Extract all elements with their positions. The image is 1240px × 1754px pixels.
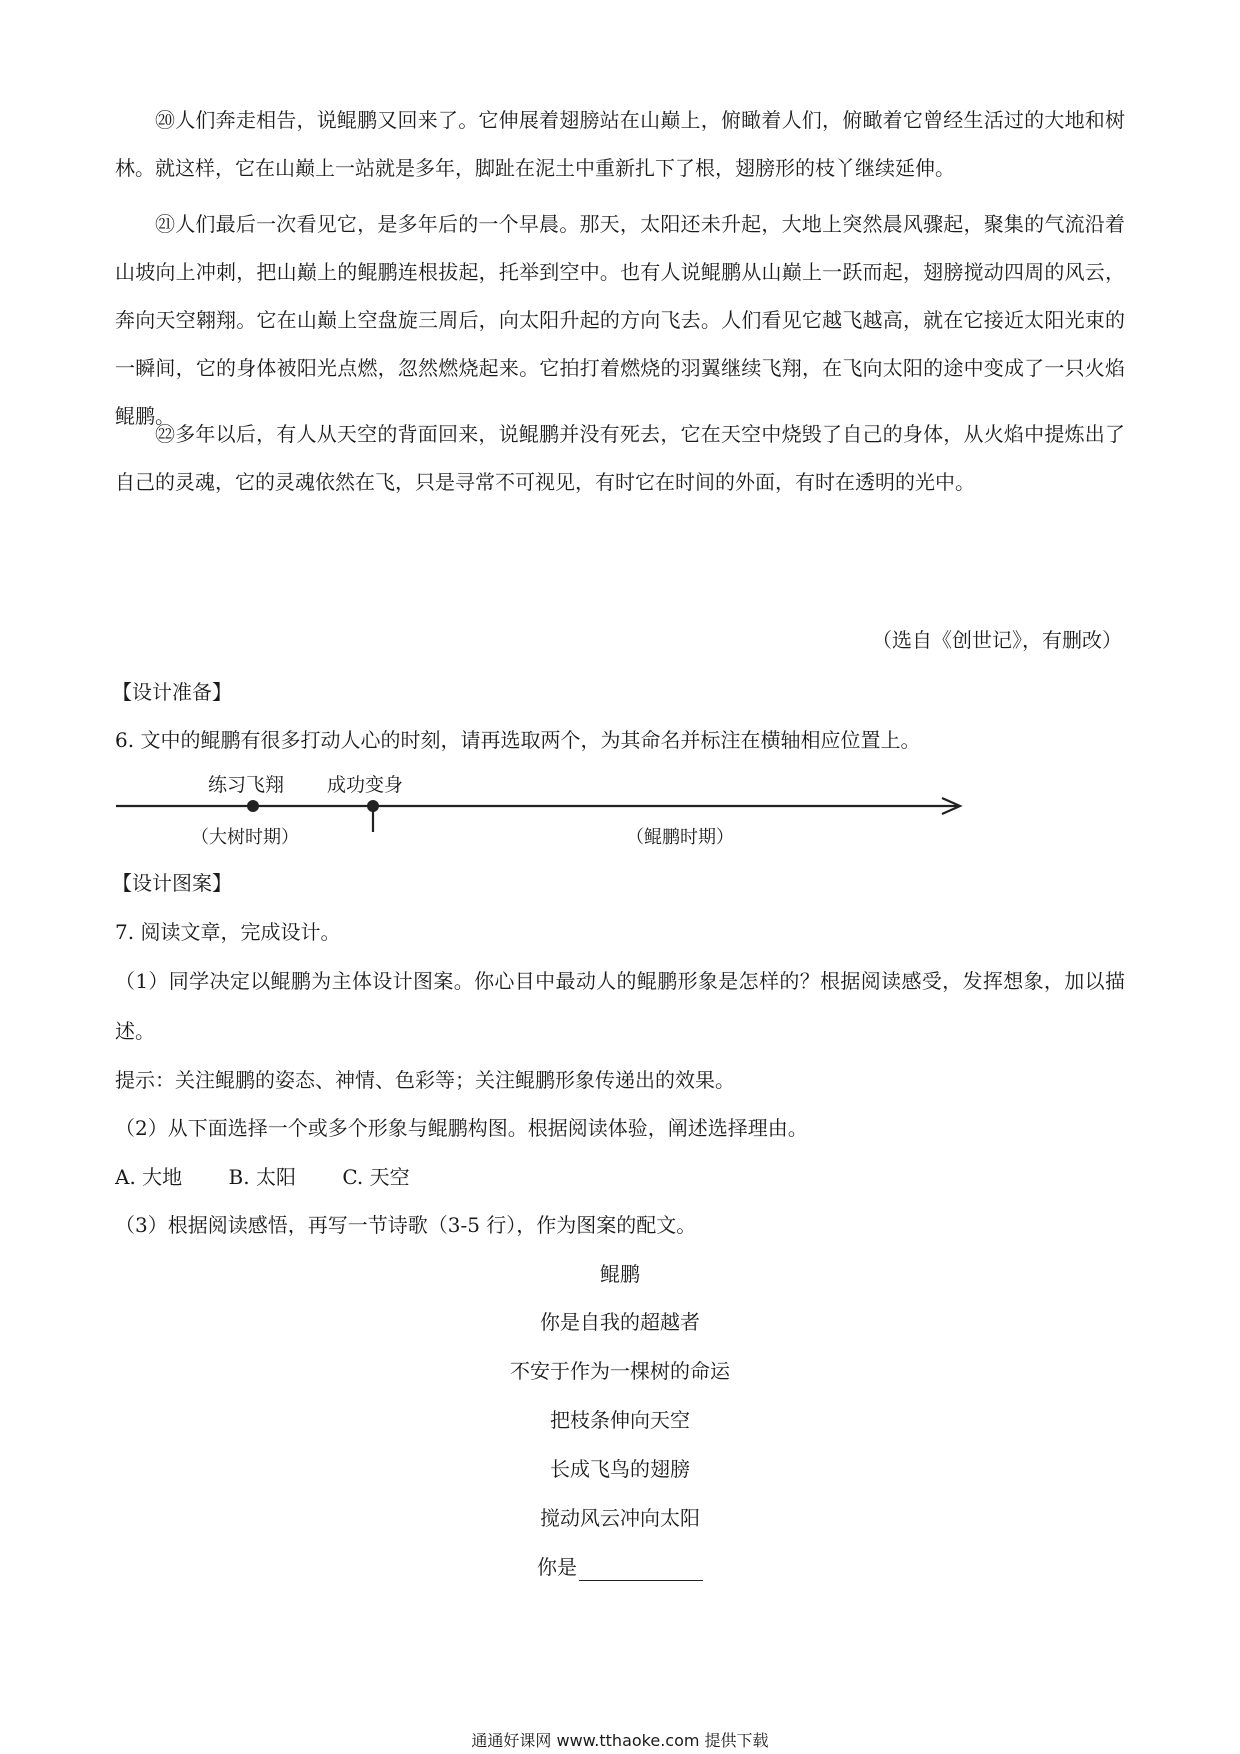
option-b: B. 太阳 (228, 1165, 296, 1189)
question-7: 7. 阅读文章，完成设计。 (115, 920, 341, 944)
page-footer: 通通好课网 www.tthaoke.com 提供下载 (471, 1731, 769, 1750)
paragraph-21: ㉑人们最后一次看见它，是多年后的一个早晨。那天，太阳还未升起，大地上突然晨风骤起，聚集的气流沿着山坡向上冲刺，把山巅上的鲲鹏连根拔起，托举到空中。也有人说鲲鹏从山巅上一跃而起，翅膀搅动四周的风云，奔向天空翱翔。它在山巅上空盘旋三周后，向太阳升起的方向飞去。人们看见它越飞越高，就在它接近太阳光束的一瞬间，它的身体被阳光点燃，忽然燃烧起来。它拍打着燃烧的羽翼继续飞翔，在飞向太阳的途中变成了一只火焰鲲鹏。 (115, 212, 1125, 428)
question-7-1: （1）同学决定以鲲鹏为主体设计图案。你心目中最动人的鲲鹏形象是怎样的？根据阅读感受，发挥想象，加以描述。 (115, 969, 1125, 1043)
timeline-period-2: （鲲鹏时期） (626, 827, 734, 848)
question-7-3: （3）根据阅读感悟，再写一节诗歌（3-5 行），作为图案的配文。 (115, 1213, 697, 1237)
timeline-label-1: 练习飞翔 (208, 774, 285, 796)
poem-title: 鲲鹏 (600, 1262, 640, 1286)
source-citation: （选自《创世记》，有删改） (872, 628, 1122, 652)
answer-blank[interactable] (579, 1562, 703, 1581)
poem-last-line (0, 1553, 1240, 1581)
timeline-point-1 (247, 800, 259, 812)
paragraph-22: ㉒多年以后，有人从天空的背面回来，说鲲鹏并没有死去，它在天空中烧毁了自己的身体，从火焰中提炼出了自己的灵魂，它的灵魂依然在飞，只是寻常不可视见，有时它在时间的外面，有时在透明的光中。 (115, 422, 1125, 494)
hint-text: 提示：关注鲲鹏的姿态、神情、色彩等；关注鲲鹏形象传递出的效果。 (115, 1068, 735, 1092)
section-heading-design-pattern: 【设计图案】 (112, 871, 232, 895)
option-c: C. 天空 (342, 1165, 410, 1189)
poem-last-prefix: 你是 (537, 1555, 577, 1579)
section-heading-design-prep: 【设计准备】 (112, 680, 232, 704)
question-7-2: （2）从下面选择一个或多个形象与鲲鹏构图。根据阅读体验，阐述选择理由。 (115, 1116, 808, 1140)
poem-line: 把枝条伸向天空 (550, 1408, 690, 1432)
timeline-label-2: 成功变身 (327, 774, 404, 796)
paragraph-20: ⑳人们奔走相告，说鲲鹏又回来了。它伸展着翅膀站在山巅上，俯瞰着人们，俯瞰着它曾经生活过的大地和树林。就这样，它在山巅上一站就是多年，脚趾在泥土中重新扎下了根，翅膀形的枝丫继续延伸。 (115, 108, 1125, 180)
timeline-period-1: （大树时期） (191, 827, 299, 848)
poem-line: 搅动风云冲向太阳 (540, 1506, 700, 1530)
poem-line: 你是自我的超越者 (540, 1310, 700, 1334)
question-6: 6. 文中的鲲鹏有很多打动人心的时刻，请再选取两个，为其命名并标注在横轴相应位置上。 (115, 728, 921, 752)
poem-line: 不安于作为一棵树的命运 (510, 1359, 730, 1383)
options-row (115, 1163, 410, 1191)
option-a: A. 大地 (115, 1165, 183, 1189)
poem-line: 长成飞鸟的翅膀 (550, 1457, 690, 1481)
